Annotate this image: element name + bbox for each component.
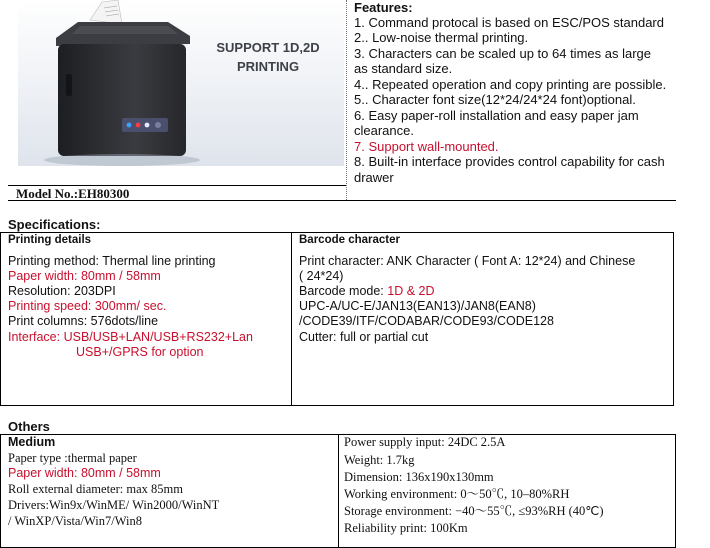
printing-speed: Printing speed: 300mm/ sec. bbox=[8, 299, 167, 313]
feature-item: clearance. bbox=[354, 123, 414, 138]
paper-width: Paper width: 80mm / 58mm bbox=[8, 269, 161, 283]
feature-item: 5.. Character font size(12*24/24*24 font)optional. bbox=[354, 92, 636, 107]
paper-width-others: Paper width: 80mm / 58mm bbox=[8, 466, 161, 480]
barcode-list: UPC-A/UC-E/JAN13(EAN13)/JAN8(EAN8) bbox=[299, 299, 536, 313]
interface-continued: USB+/GPRS for option bbox=[76, 345, 204, 359]
cutter: Cutter: full or partial cut bbox=[299, 330, 429, 344]
drivers: Drivers:Win9x/WinME/ Win2000/WinNT bbox=[8, 498, 220, 512]
feature-item: drawer bbox=[354, 170, 394, 185]
power-supply: Power supply input: 24DC 2.5A bbox=[344, 435, 506, 449]
barcode-mode bbox=[299, 284, 435, 300]
product-image bbox=[18, 0, 344, 166]
feature-item: 4.. Repeated operation and copy printing are possible. bbox=[354, 77, 667, 92]
feature-item-highlight: 7. Support wall-mounted. bbox=[354, 139, 499, 154]
feature-item: 3. Characters can be scaled up to 64 times as large bbox=[354, 46, 651, 61]
model-number: Model No.:EH80300 bbox=[16, 186, 130, 201]
dimension: Dimension: 136x190x130mm bbox=[344, 470, 494, 484]
features-title: Features: bbox=[354, 0, 413, 15]
product-banner bbox=[208, 38, 328, 76]
paper-type: Paper type :thermal paper bbox=[8, 451, 137, 465]
resolution: Resolution: 203DPI bbox=[8, 284, 116, 298]
feature-item: as standard size. bbox=[354, 61, 453, 76]
banner-line-2: PRINTING bbox=[236, 59, 300, 74]
print-character-continued: ( 24*24) bbox=[299, 269, 344, 283]
interface: Interface: USB/USB+LAN/USB+RS232+Lan bbox=[8, 330, 253, 344]
reliability: Reliability print: 100Km bbox=[344, 521, 468, 535]
medium-heading: Medium bbox=[8, 435, 56, 449]
banner-line-1: SUPPORT 1D,2D bbox=[216, 40, 320, 55]
thermal-printer-illustration bbox=[18, 0, 344, 166]
barcode-mode-label: Barcode mode: bbox=[299, 284, 388, 298]
feature-item: 6. Easy paper-roll installation and easy paper jam bbox=[354, 108, 639, 123]
weight: Weight: 1.7kg bbox=[344, 453, 415, 467]
column-divider bbox=[346, 0, 347, 200]
table-divider bbox=[338, 434, 339, 548]
specifications-title: Specifications: bbox=[8, 217, 101, 232]
roll-diameter: Roll external diameter: max 85mm bbox=[8, 482, 183, 496]
barcode-list-continued: /CODE39/ITF/CODABAR/CODE93/CODE128 bbox=[299, 314, 554, 328]
model-cell bbox=[8, 185, 346, 201]
feature-item: 1. Command protocal is based on ESC/POS standard bbox=[354, 15, 664, 30]
drivers-continued: / WinXP/Vista/Win7/Win8 bbox=[8, 514, 142, 528]
feature-item: 8. Built-in interface provides control capability for cash bbox=[354, 154, 665, 169]
barcode-mode-value: 1D & 2D bbox=[387, 284, 435, 298]
printing-method: Printing method: Thermal line printing bbox=[8, 254, 216, 268]
printing-details-heading: Printing details bbox=[8, 234, 92, 246]
print-character: Print character: ANK Character ( Font A: 12*24) and Chinese bbox=[299, 254, 636, 268]
storage-environment: Storage environment: −40〜55℃, ≤93%RH (40℃) bbox=[344, 504, 604, 518]
working-environment: Working environment: 0〜50℃, 10–80%RH bbox=[344, 487, 570, 501]
barcode-heading: Barcode character bbox=[299, 234, 400, 246]
table-divider bbox=[291, 232, 292, 406]
print-columns: Print columns: 576dots/line bbox=[8, 314, 159, 328]
feature-item: 2.. Low-noise thermal printing. bbox=[354, 30, 529, 45]
others-title: Others bbox=[8, 419, 50, 434]
